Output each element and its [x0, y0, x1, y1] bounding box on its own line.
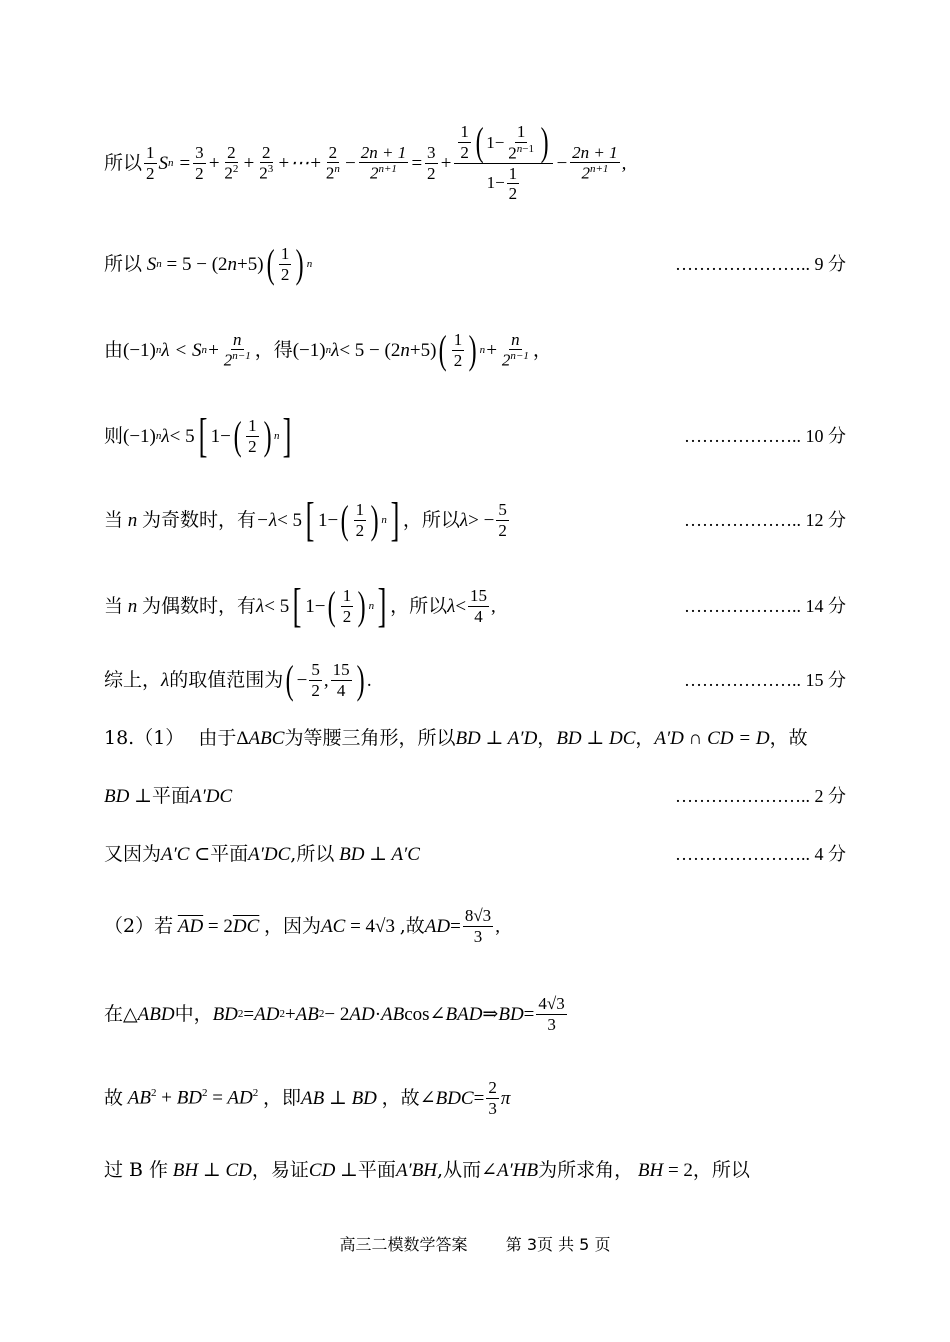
formula-then: (−1) n λ < 5 [ 1− ( $\frac{1}{2}$ ) n ] [123, 409, 292, 462]
bd-perp-plane-line [104, 782, 846, 810]
formula-cosine: BD 2 = AD 2 + AB 2 − 2 AD · AB cos∠ BAD ⇒ BD = $\frac{4√3}{3}$ [212, 993, 565, 1034]
score-14: ……………….. 14 分 [684, 596, 846, 616]
text-plane: 平面 [357, 1158, 396, 1181]
question-number: 18.（1） [104, 726, 185, 749]
right-angle-line [104, 1070, 846, 1126]
score-12: ……………….. 12 分 [684, 510, 846, 530]
text-prefix: 又因为 [104, 842, 162, 865]
text-prefix: 由 [104, 338, 124, 361]
text-so: ，故 [381, 1086, 420, 1109]
text-mid: 为奇数时，有 [142, 508, 257, 531]
text-prefix: 过 B 作 [104, 1158, 169, 1181]
construction-line [104, 1156, 846, 1184]
text-plane: 平面 [151, 784, 190, 807]
formula-plane-2: A′DC [248, 843, 291, 865]
text-so: ，所以 [402, 508, 460, 531]
formula-angle-ahb: ∠A′HB [481, 1159, 539, 1181]
text-mid: 为所求角， [538, 1158, 634, 1181]
formula-odd-result: λ > − $\frac{5}{2}$ [459, 499, 507, 540]
text-mid: ，得 [254, 338, 293, 361]
formula-ab-perp-bd: AB ⊥ BD [301, 1087, 382, 1109]
odd-case-line [104, 494, 846, 546]
text-prefix: 在△ [104, 1002, 138, 1025]
formula-even-result: λ < $\frac{15}{4}$ , [447, 585, 496, 626]
bd-perp-ac-line [104, 840, 846, 868]
text-so: ，所以 [692, 1158, 750, 1181]
even-case-line [104, 580, 846, 632]
formula-plane: A′DC [189, 785, 233, 807]
score-9: ………………….. 9 分 [675, 254, 846, 274]
formula-bd-perp-ac: BD ⊥ A′C [334, 843, 420, 865]
text-mid: ，因为 [264, 914, 322, 937]
then-line [104, 410, 846, 462]
text-so: ,故 [399, 914, 425, 937]
formula-ad: AD = $\frac{8√3}{3}$ , [424, 905, 500, 946]
text-so: ，故 [769, 726, 808, 749]
score-4: ………………….. 4 分 [675, 844, 846, 864]
footer-title: 高三二模数学答案 [339, 1235, 468, 1254]
formula-ineq-1: (−1) n λ < S n + $\frac{n}{2^{n-1}}$ [123, 329, 251, 370]
var-n: n [123, 509, 143, 531]
text-prefix: 所以 [104, 252, 143, 275]
formula-plane-abh: A′BH [395, 1159, 438, 1181]
score-2: ………………….. 2 分 [675, 786, 846, 806]
formula-ac: AC = 4√3 [321, 915, 395, 937]
text-prefix: 则 [104, 424, 124, 447]
formula-angle-bdc: ∠ BDC = $\frac{2}{3}$ π [419, 1077, 511, 1118]
text-mid: ，即 [262, 1086, 301, 1109]
text-prefix: 由于 [198, 726, 237, 749]
score-15: ……………….. 15 分 [684, 670, 846, 690]
footer-page-number: 第 3页 共 5 页 [505, 1235, 611, 1254]
summary-line [104, 655, 846, 705]
formula-vector: $\overline{AD} = 2\overline{DC}$ [177, 915, 260, 937]
text-prefix: 综上， [104, 668, 162, 691]
formula-ineq-2: (−1) n λ < 5 − (2 n +5) ( $\frac{1}{2}$ ) n + $\frac{n}{2^{n-1}}$ ， [292, 327, 552, 372]
text-mid: 的取值范围为 [169, 668, 284, 691]
text-prefix: 故 [104, 1086, 124, 1109]
formula-sn: S n = 5 − (2 n +5) ( $\frac{1}{2}$ ) n [142, 241, 313, 286]
text-plane: 平面 [210, 842, 249, 865]
sn-result-line [104, 240, 846, 288]
formula-odd: −λ < 5 [ 1− ( $\frac{1}{2}$ ) n ] [256, 493, 400, 546]
formula-subset: A′C ⊂ [161, 843, 211, 865]
sum-half-line [104, 118, 846, 208]
text-mid: ,从而 [437, 1158, 482, 1181]
formula-even: λ < 5 [ 1− ( $\frac{1}{2}$ ) n ] [256, 579, 387, 632]
text-so: ，所以 [390, 594, 448, 617]
formula-range: ( − $\frac{5}{2}$ , $\frac{15}{4}$ ) . [285, 657, 372, 702]
text-mid: ，易证 [251, 1158, 309, 1181]
inequality-line [104, 326, 846, 374]
var-n: n [123, 595, 143, 617]
text-prefix: （2）若 [104, 914, 174, 937]
formula-half-sn: $\frac{1}{2}$ S n = $\frac{3}{2}$ + $\frac{2}{2^2}$ + $\frac{2}{2^3}$ +⋯+ $\frac{2}{2^n}$ − $\frac{2n + 1}{2^{n+1}}$ = $\frac{3}{2}$ + $\frac{1}{2}$ ( 1− $\frac{1}{2^{n-1}}$ ) 1− $\frac{1}{2}$ − $\frac{2n + 1}{2^{n+1}}$ , [146, 119, 627, 204]
part2-line [104, 898, 846, 954]
text-mid: 为等腰三角形，所以 [284, 726, 456, 749]
cosine-law-line [104, 986, 846, 1042]
formula-abd: ABD [137, 1003, 175, 1025]
text-prefix: 所以 [104, 151, 143, 174]
text-prefix: 当 [104, 508, 124, 531]
formula-cd-perp: CD ⊥ [308, 1159, 358, 1181]
page-footer [0, 1232, 950, 1255]
text-so: ,所以 [290, 842, 335, 865]
score-10: ……………….. 10 分 [684, 426, 846, 446]
text-mid: 为偶数时，有 [142, 594, 257, 617]
formula-bh: BH = 2 [633, 1159, 693, 1181]
formula-pythag: $AB^2 + BD^2 = AD^2$ [123, 1087, 259, 1109]
text-mid: 中， [174, 1002, 213, 1025]
text-prefix: 当 [104, 594, 124, 617]
formula-bd-perp: BD ⊥ [104, 785, 152, 807]
q18-line [104, 724, 846, 752]
formula-bh-perp-cd: BH ⊥ CD [168, 1159, 252, 1181]
formula-triangle: ΔABC [236, 727, 285, 749]
var-lambda: λ [161, 669, 170, 691]
formula-perp: BD ⊥ A′D，BD ⊥ DC，A′D ∩ CD = D [455, 727, 770, 749]
